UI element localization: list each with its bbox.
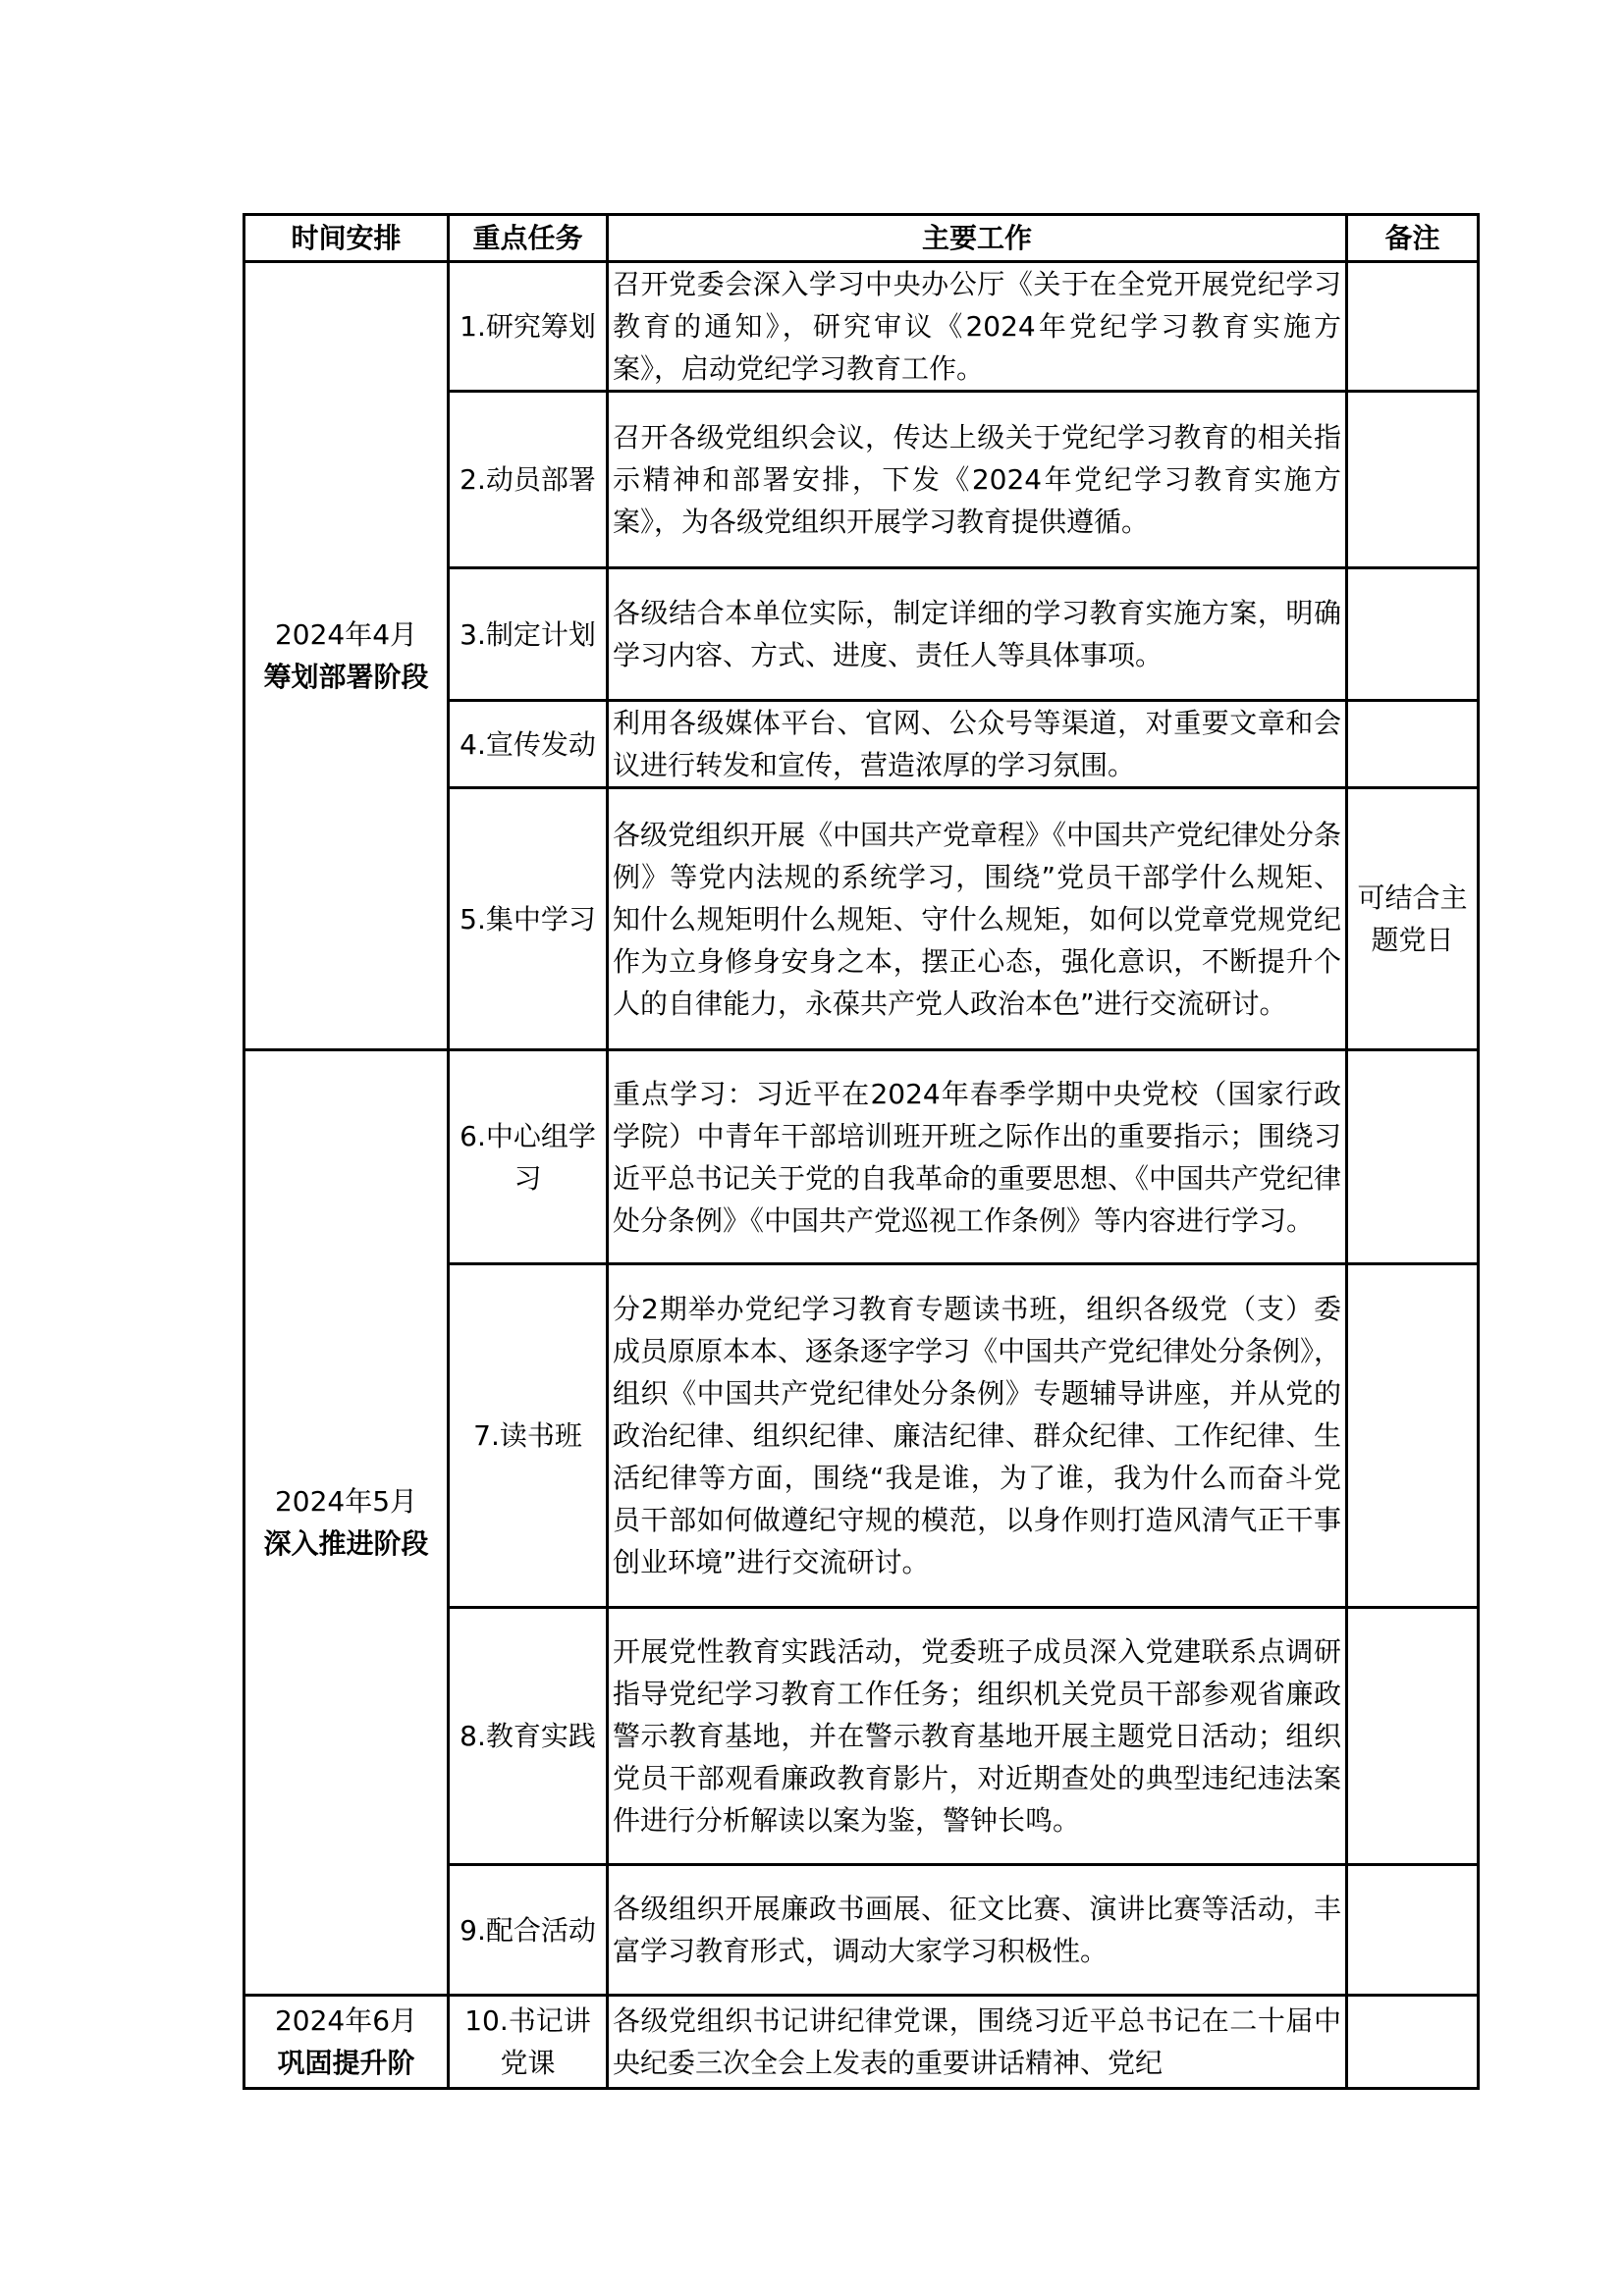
phase-name: 巩固提升阶 [277, 2047, 415, 2079]
task-cell: 4.宣传发动 [449, 701, 608, 788]
note-cell [1347, 1865, 1479, 1996]
phase-cell-june [244, 1996, 449, 2089]
task-cell: 1.研究筹划 [449, 262, 608, 392]
task-cell: 7.读书班 [449, 1264, 608, 1608]
task-cell: 9.配合活动 [449, 1865, 608, 1996]
note-cell [1347, 1050, 1479, 1264]
work-cell: 开展党性教育实践活动，党委班子成员深入党建联系点调研指导党纪学习教育工作任务；组织机关党员干部参观省廉政警示教育基地，并在警示教育基地开展主题党日活动；组织党员干部观看廉政教育影片，对近期查处的典型违纪违法案件进行分析解读以案为鉴，警钟长鸣。 [608, 1608, 1347, 1865]
phase-cell-april [244, 262, 449, 1050]
header-row [244, 215, 1479, 262]
task-cell: 8.教育实践 [449, 1608, 608, 1865]
note-cell [1347, 568, 1479, 701]
note-cell [1347, 392, 1479, 568]
work-cell: 各级党组织开展《中国共产党章程》《中国共产党纪律处分条例》等党内法规的系统学习，围绕”党员干部学什么规矩、知什么规矩明什么规矩、守什么规矩，如何以党章党规党纪作为立身修身安身之本，摆正心态，强化意识，不断提升个人的自律能力，永葆共产党人政治本色”进行交流研讨。 [608, 788, 1347, 1050]
note-cell [1347, 1608, 1479, 1865]
work-cell: 各级结合本单位实际，制定详细的学习教育实施方案，明确学习内容、方式、进度、责任人等具体事项。 [608, 568, 1347, 701]
phase-name: 筹划部署阶段 [263, 661, 429, 693]
note-cell [1347, 262, 1479, 392]
task-cell: 10.书记讲党课 [449, 1996, 608, 2089]
work-cell: 利用各级媒体平台、官网、公众号等渠道，对重要文章和会议进行转发和宣传，营造浓厚的学习氛围。 [608, 701, 1347, 788]
header-note: 备注 [1347, 215, 1479, 262]
work-cell: 分2期举办党纪学习教育专题读书班，组织各级党（支）委成员原原本本、逐条逐字学习《中国共产党纪律处分条例》，组织《中国共产党纪律处分条例》专题辅导讲座，并从党的政治纪律、组织纪律、廉洁纪律、群众纪律、工作纪律、生活纪律等方面，围绕“我是谁，为了谁，我为什么而奋斗党员干部如何做遵纪守规的模范，以身作则打造风清气正干事创业环境”进行交流研讨。 [608, 1264, 1347, 1608]
phase-cell-may [244, 1050, 449, 1996]
work-cell: 各级组织开展廉政书画展、征文比赛、演讲比赛等活动，丰富学习教育形式，调动大家学习积极性。 [608, 1865, 1347, 1996]
phase-name: 深入推进阶段 [263, 1527, 429, 1560]
work-cell: 召开党委会深入学习中央办公厅《关于在全党开展党纪学习教育的通知》，研究审议《2024年党纪学习教育实施方案》，启动党纪学习教育工作。 [608, 262, 1347, 392]
table-row [244, 1050, 1479, 1264]
work-cell: 重点学习：习近平在2024年春季学期中央党校（国家行政学院）中青年干部培训班开班之际作出的重要指示；围绕习近平总书记关于党的自我革命的重要思想、《中国共产党纪律处分条例》《中国共产党巡视工作条例》等内容进行学习。 [608, 1050, 1347, 1264]
phase-date: 2024年6月 [274, 2004, 418, 2037]
header-task: 重点任务 [449, 215, 608, 262]
task-cell: 5.集中学习 [449, 788, 608, 1050]
note-cell [1347, 701, 1479, 788]
note-cell [1347, 1264, 1479, 1608]
work-cell: 召开各级党组织会议，传达上级关于党纪学习教育的相关指示精神和部署安排，下发《2024年党纪学习教育实施方案》，为各级党组织开展学习教育提供遵循。 [608, 392, 1347, 568]
note-cell [1347, 1996, 1479, 2089]
task-cell: 2.动员部署 [449, 392, 608, 568]
task-cell: 6.中心组学习 [449, 1050, 608, 1264]
work-cell: 各级党组织书记讲纪律党课，围绕习近平总书记在二十届中央纪委三次全会上发表的重要讲话精神、党纪 [608, 1996, 1347, 2089]
task-cell: 3.制定计划 [449, 568, 608, 701]
phase-date: 2024年4月 [274, 618, 418, 651]
header-schedule: 时间安排 [244, 215, 449, 262]
study-plan-table [243, 213, 1480, 2090]
table-row [244, 262, 1479, 392]
table-row [244, 1996, 1479, 2089]
header-work: 主要工作 [608, 215, 1347, 262]
phase-date: 2024年5月 [274, 1485, 418, 1518]
note-cell: 可结合主题党日 [1347, 788, 1479, 1050]
